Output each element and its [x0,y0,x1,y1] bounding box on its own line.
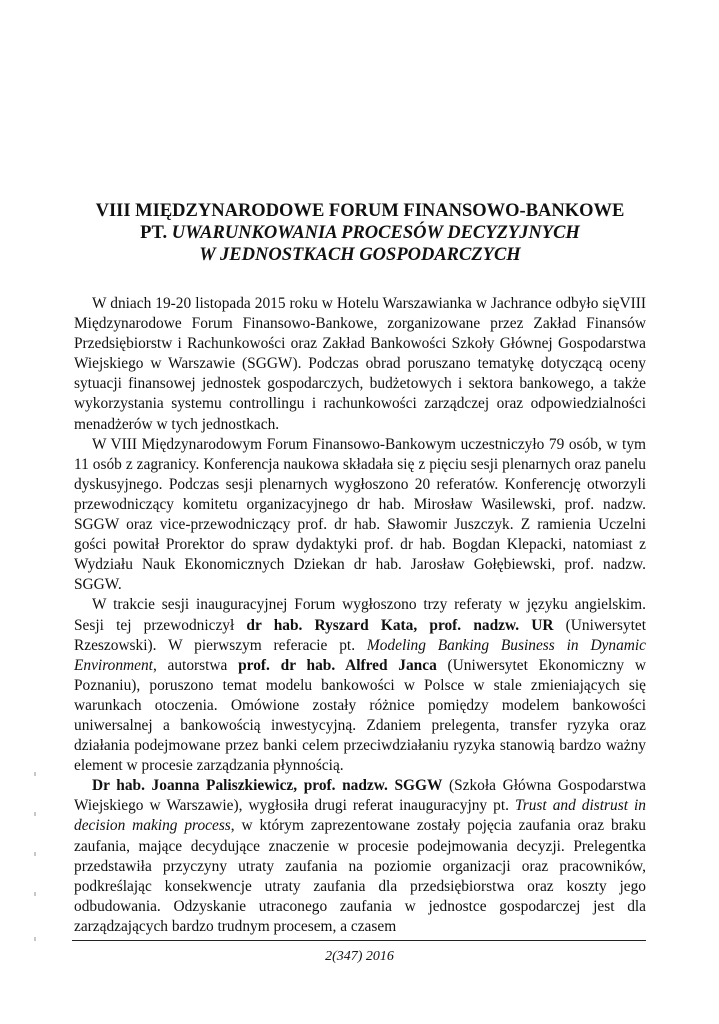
first-paper-title: Modeling Banking Business in Dynamic Environment [74,636,647,674]
second-paper-title: Trust and distrust in decision making process [74,797,646,835]
paragraph-3-text-1: W trakcie sesji inauguracyjnej Forum wygłoszono trzy referaty w języku angielskim. Sesji tej przewodniczył [74,596,646,634]
title-line-2 [60,222,660,244]
title-line-2-prefix: PT. [140,223,172,243]
margin-mark [34,812,36,816]
title-line-3: W JEDNOSTKACH GOSPODARCZYCH [199,245,521,265]
paragraph-3-text-2: (Uniwersytet Rzeszowski). W pierwszym referacie pt. [74,616,647,654]
paragraph-1: W dniach 19-20 listopada 2015 roku w Hotelu Warszawianka w Jachrance odbyło sięVIII Międzynarodowe Forum Finansowo-Bankowe, zorganizowane przez Zakład Finansów Przedsiębiorstw i Rachunkowości oraz Zakład Bankowości Szkoły Głównej Gospodarstwa Wiejskiego w Warszawie (SGGW). Podczas obrad poruszano tematykę dotyczącą oceny sytuacji finansowej jednostek gospodarczych, budżetowych i sektora bankowego, a także wykorzystania systemu controllingu i rachunkowości zarządczej oraz odpowiedzialności menadżerów w tych jednostkach. [74,295,646,433]
article-title [60,200,660,266]
first-speaker-name: prof. dr hab. Alfred Janca [238,656,437,674]
speaker-chair-name: dr hab. Ryszard Kata, prof. nadzw. UR [246,616,554,634]
footer-rule [72,940,646,941]
paragraph-4 [74,776,646,937]
paragraph-3 [74,595,646,776]
paragraph-4-text-1: (Szkoła Główna Gospodarstwa Wiejskiego w Warszawie), wygłosiła drugi referat inauguracyjny pt. [74,777,646,815]
paragraph-2: W VIII Międzynarodowym Forum Finansowo-Bankowym uczestniczyło 79 osób, w tym 11 osób z zagranicy. Konferencja naukowa składała się z pięciu sesji plenarnych oraz panelu dyskusyjnego. Podczas sesji plenarnych wygłoszono 20 referatów. Konferencję otworzyli przewodniczący komitetu organizacyjnego dr hab. Mirosław Wasilewski, prof. nadzw. SGGW oraz vice-przewodniczący prof. dr hab. Sławomir Juszczyk. Z ramienia Uczelni gości powitał Prorektor do spraw dydaktyki prof. dr hab. Bogdan Klepacki, natomiast z Wydziału Nauk Ekonomicznych Dziekan dr hab. Jarosław Gołębiewski, prof. nadzw. SGGW. [74,435,646,594]
margin-mark [34,937,36,941]
paragraph-3-text-3: , autorstwa [152,656,239,674]
title-line-1: VIII MIĘDZYNARODOWE FORUM FINANSOWO-BANKOWE [95,201,625,221]
paragraph-4-text-2: , w którym zaprezentowane zostały pojęcia zaufania oraz braku zaufania, mające decydujące znaczenie w procesie podejmowania decyzji. Prelegentka przedstawiła przyczyny utraty zaufania na poziomie organizacji oraz pracowników, podkreślając konsekwencje utraty zaufania dla przedsiębiorstwa oraz koszty jego odbudowania. Odzyskanie utraconego zaufania w jednostce gospodarczej jest dla zarządzających bardzo trudnym procesem, a czasem [74,817,646,935]
issue-number: 2(347) 2016 [325,949,394,964]
title-line-2-italic: UWARUNKOWANIA PROCESÓW DECYZYJNYCH [171,223,580,243]
article-body [74,294,646,937]
margin-mark [34,852,36,856]
paragraph-3-text-4: (Uniwersytet Ekonomiczny w Poznaniu), poruszono temat modelu bankowości w Polsce w stale zmieniających się warunkach otoczenia. Omówione zostały różnice pomiędzy modelem bankowości uniwersalnej a bankowością inwestycyjną. Zdaniem prelegenta, transfer ryzyka oraz działania podejmowane przez banki celem przeciwdziałaniu ryzyka stanowią bardzo ważny element w procesie zarządzania płynnością. [74,656,646,775]
margin-mark [34,892,36,896]
margin-mark [34,772,36,776]
second-speaker-name: Dr hab. Joanna Paliszkiewicz, prof. nadzw. SGGW [92,777,443,795]
